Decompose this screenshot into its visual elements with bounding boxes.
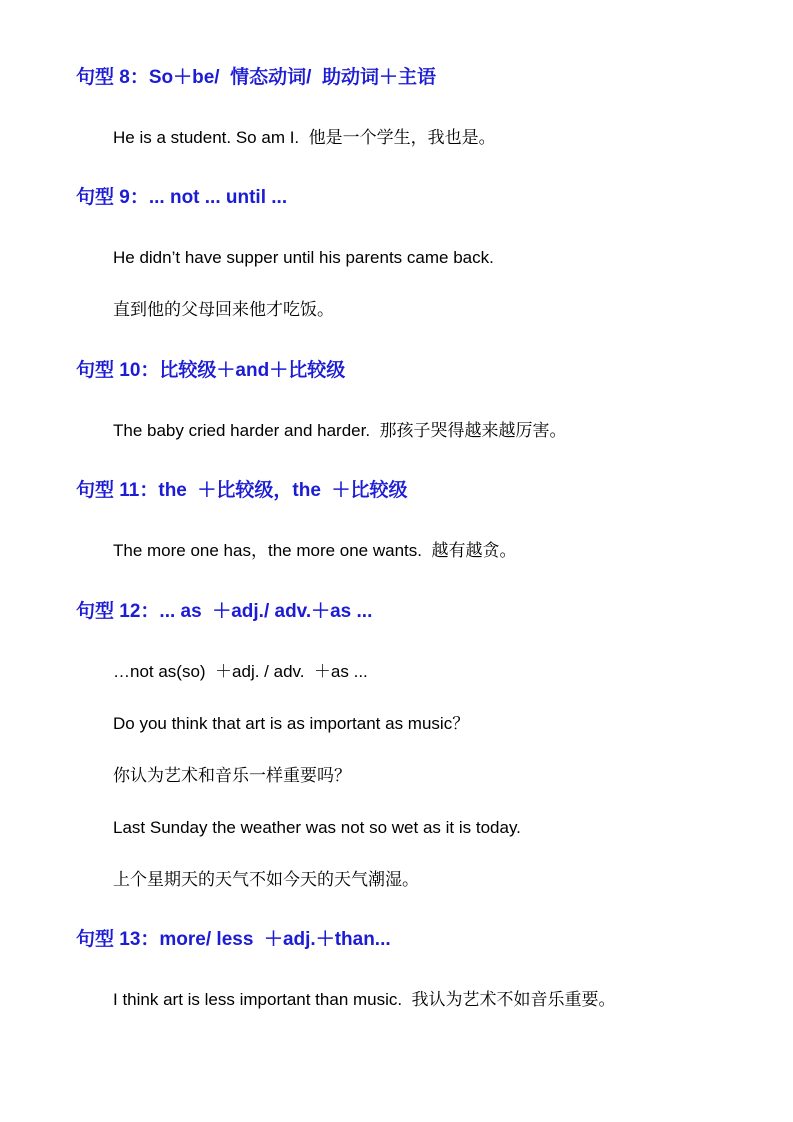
pattern-12-negative-form: …not as(so) ＋adj. / adv. ＋as ... (113, 662, 368, 681)
pattern-13-heading: 句型 13：more/ less ＋adj.＋than... (76, 929, 391, 950)
pattern-12-heading: 句型 12：... as ＋adj./ adv.＋as ... (76, 601, 373, 622)
pattern-9-example-en: He didn’t have supper until his parents came back. (113, 248, 494, 267)
pattern-8-heading: 句型 8：So＋be/ 情态动词/ 助动词＋主语 (76, 67, 436, 88)
pattern-10-heading: 句型 10：比较级＋and＋比较级 (76, 360, 346, 381)
pattern-12-example-2-zh: 上个星期天的天气不如今天的天气潮湿。 (113, 870, 419, 889)
pattern-11-example: The more one has，the more one wants. 越有越贪。 (113, 541, 517, 560)
pattern-9-heading: 句型 9：... not ... until ... (76, 187, 288, 208)
pattern-12-example-2-en: Last Sunday the weather was not so wet as it is today. (113, 818, 521, 837)
pattern-11-heading: 句型 11：the ＋比较级，the ＋比较级 (76, 480, 408, 501)
pattern-8-example: He is a student. So am I. 他是一个学生，我也是。 (113, 128, 496, 147)
pattern-13-example: I think art is less important than music. 我认为艺术不如音乐重要。 (113, 990, 616, 1009)
pattern-12-example-1-en: Do you think that art is as important as music？ (113, 714, 470, 733)
pattern-10-example: The baby cried harder and harder. 那孩子哭得越来越厉害。 (113, 421, 567, 440)
pattern-12-example-1-zh: 你认为艺术和音乐一样重要吗？ (113, 766, 351, 785)
pattern-9-example-zh: 直到他的父母回来他才吃饭。 (113, 300, 334, 319)
